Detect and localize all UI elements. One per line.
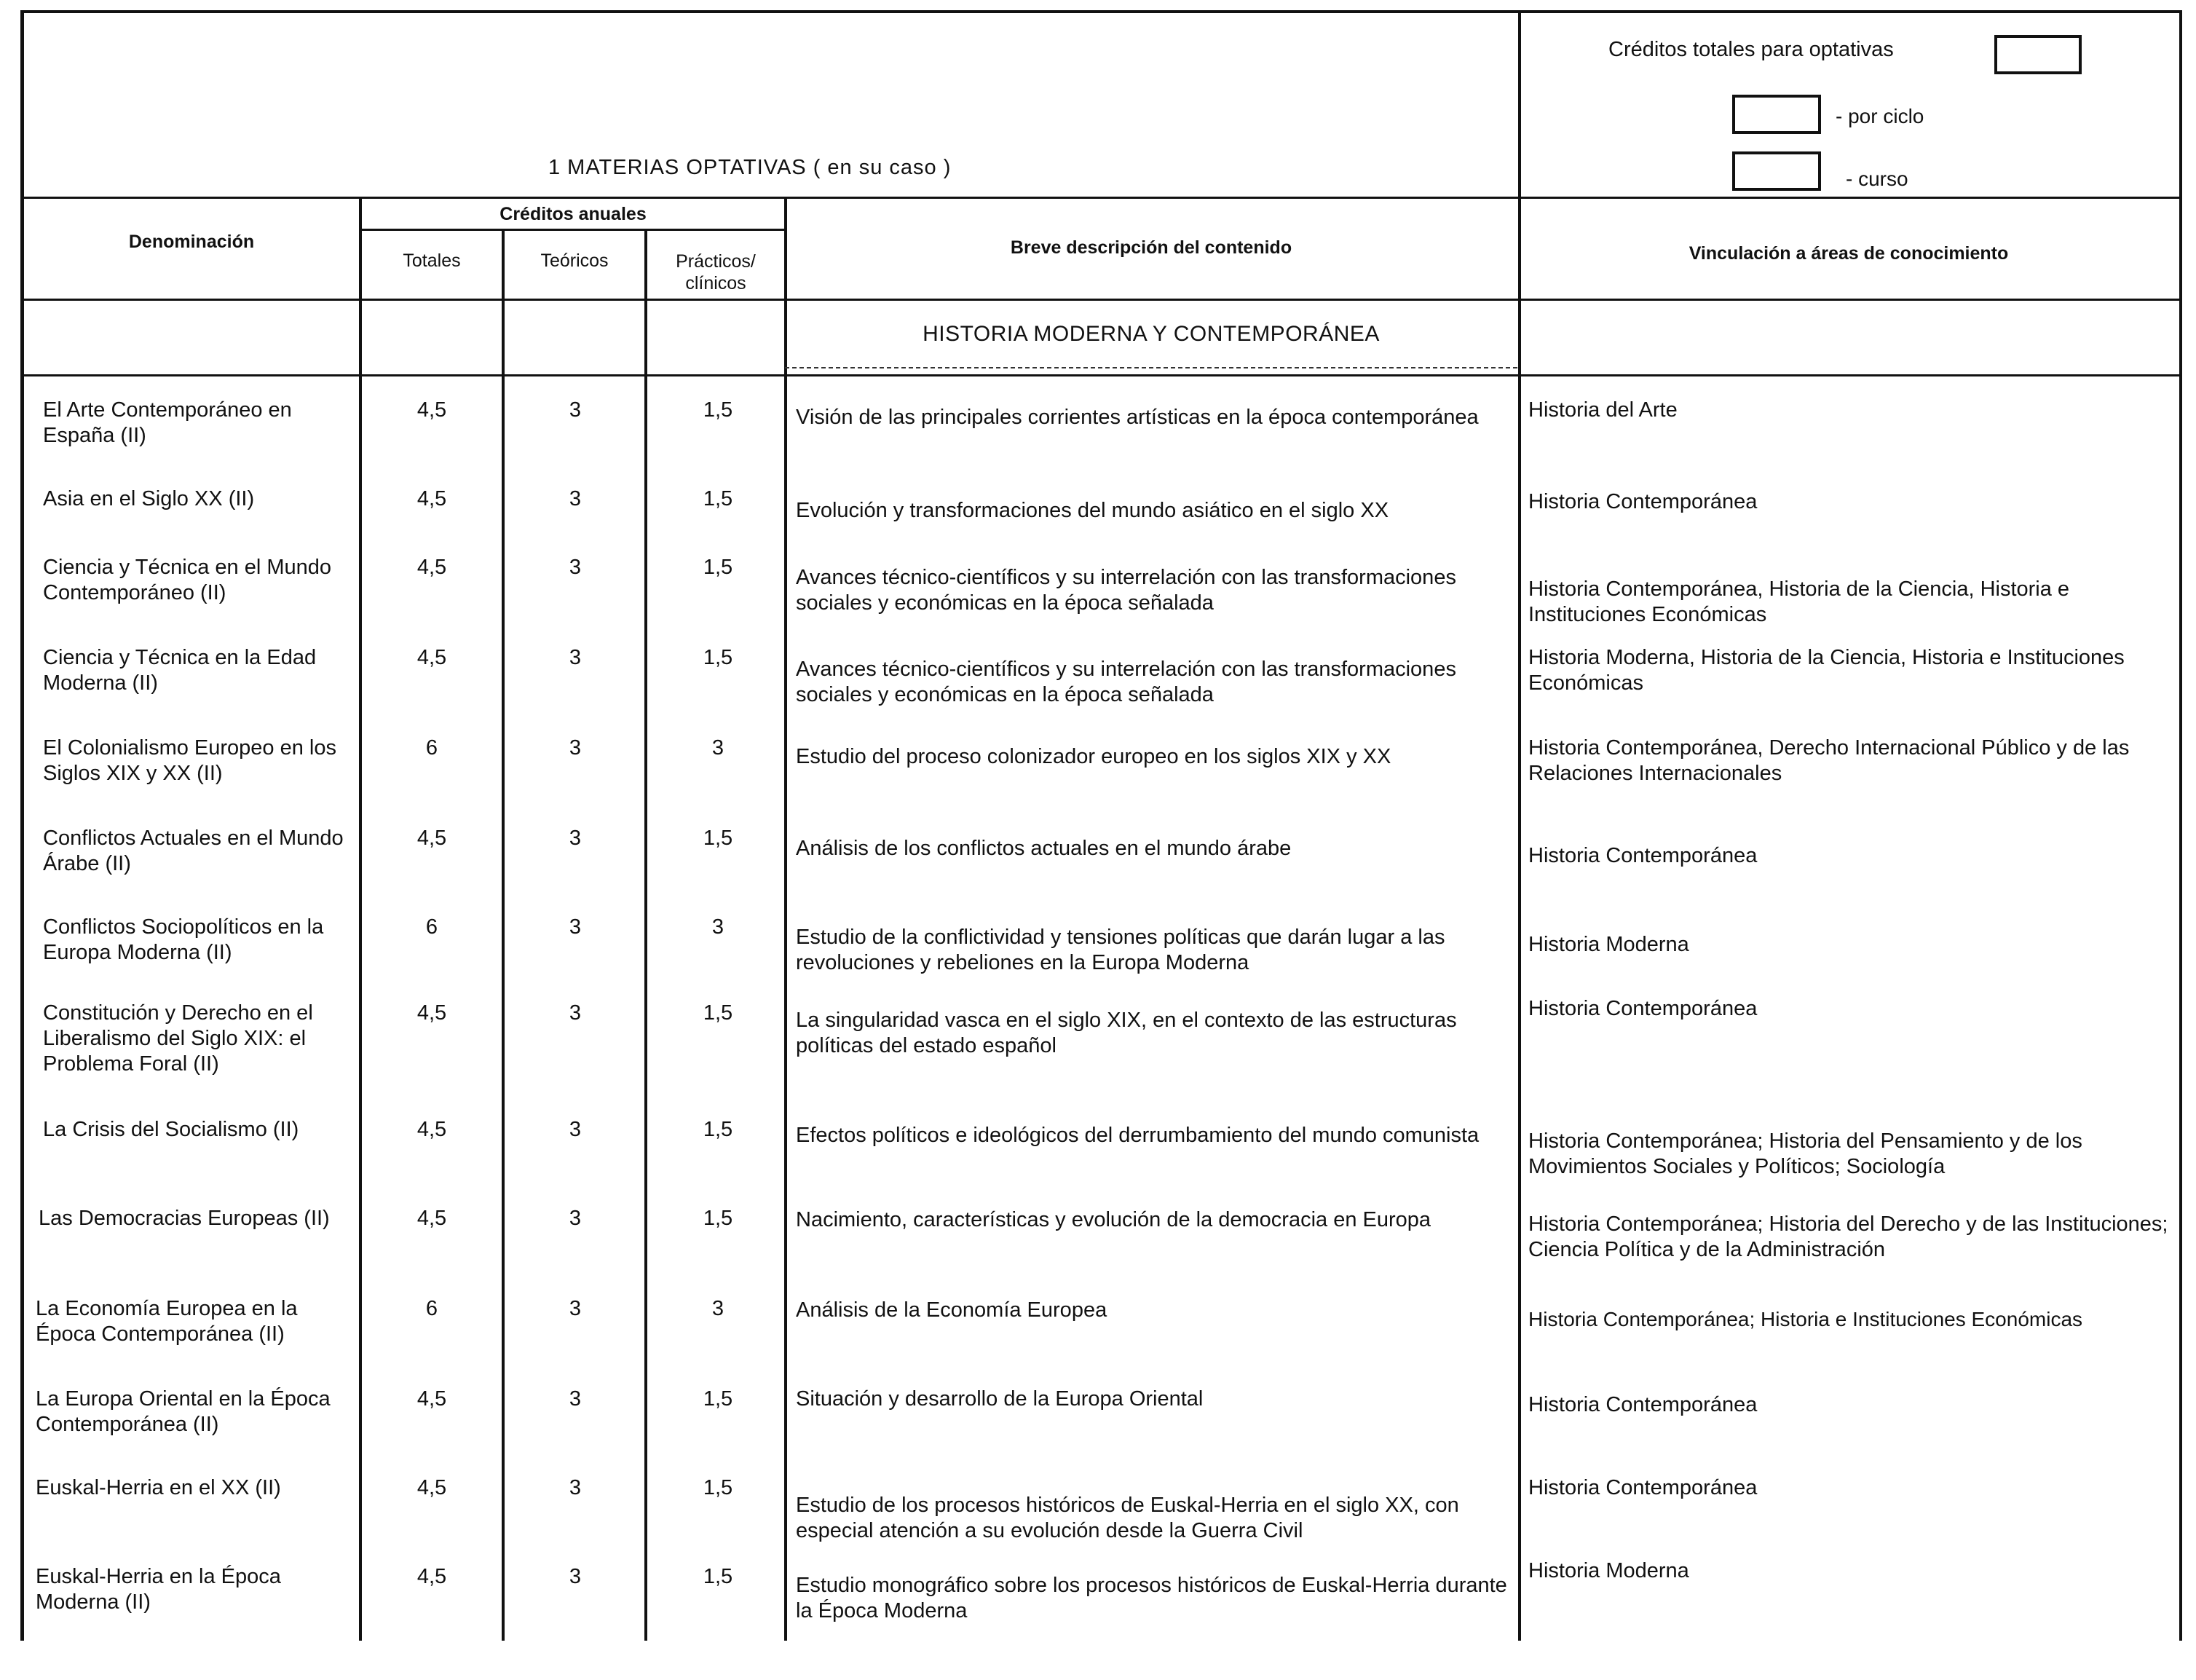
row-area: Historia Moderna [1528, 933, 1689, 956]
row-name: Asia en el Siglo XX (II) [43, 487, 255, 510]
row-teoricos: 3 [569, 1207, 582, 1230]
per-cycle-label: - por ciclo [1836, 105, 1924, 127]
row-descripcion: Estudio de la conflictividad y tensiones políticas que darán lugar a las revoluciones y rebeliones en la Europa Moderna [796, 926, 1445, 974]
header-denominacion: Denominación [128, 232, 255, 252]
row-descripcion: Avances técnico-científicos y su interrelación con las transformaciones sociales y económicas en la época señalada [796, 566, 1456, 615]
row-practicos: 1,5 [703, 1207, 733, 1230]
row-teoricos: 3 [569, 1565, 582, 1588]
row-totales: 6 [425, 915, 438, 939]
row-teoricos: 3 [569, 1297, 582, 1320]
row-name: El Arte Contemporáneo en España (II) [43, 398, 292, 447]
section-title: 1 MATERIAS OPTATIVAS ( en su caso ) [548, 156, 952, 179]
credits-per-course-box [1732, 151, 1821, 191]
row-practicos: 3 [711, 736, 724, 760]
row-totales: 4,5 [416, 1207, 447, 1230]
row-area: Historia Contemporánea [1528, 997, 1758, 1020]
row-practicos: 1,5 [703, 1565, 733, 1588]
row-totales: 4,5 [416, 556, 447, 579]
row-name: La Europa Oriental en la Época Contemporánea (II) [36, 1387, 331, 1436]
creditos-sub-rule [360, 229, 786, 231]
row-area: Historia Contemporánea; Historia del Derecho y de las Instituciones; Ciencia Política y de la Administración [1528, 1212, 2168, 1261]
row-descripcion: Análisis de los conflictos actuales en el mundo árabe [796, 837, 1292, 860]
row-name: El Colonialismo Europeo en los Siglos XIX y XX (II) [43, 736, 336, 785]
row-practicos: 1,5 [703, 487, 733, 510]
header-teoricos: Teóricos [540, 251, 609, 271]
row-totales: 4,5 [416, 827, 447, 850]
row-teoricos: 3 [569, 736, 582, 760]
row-totales: 6 [425, 1297, 438, 1320]
row-totales: 4,5 [416, 1118, 447, 1141]
row-name: Conflictos Sociopolíticos en la Europa Moderna (II) [43, 915, 324, 964]
row-descripcion: Evolución y transformaciones del mundo asiático en el siglo XX [796, 499, 1389, 522]
row-totales: 4,5 [416, 487, 447, 510]
row-teoricos: 3 [569, 1001, 582, 1025]
row-teoricos: 3 [569, 1118, 582, 1141]
row-practicos: 3 [711, 1297, 724, 1320]
row-descripcion: Estudio monográfico sobre los procesos históricos de Euskal-Herria durante la Época Moderna [796, 1574, 1507, 1622]
col-rule-1 [359, 197, 362, 1641]
header-bottom-rule [24, 299, 2179, 301]
row-area: Historia Contemporánea, Derecho Internacional Público y de las Relaciones Internacionales [1528, 736, 2130, 785]
row-name: Ciencia y Técnica en el Mundo Contemporáneo (II) [43, 556, 332, 604]
row-name: Constitución y Derecho en el Liberalismo del Siglo XIX: el Problema Foral (II) [43, 1001, 313, 1076]
row-totales: 6 [425, 736, 438, 760]
row-area: Historia Contemporánea [1528, 844, 1758, 867]
header-practicos: Prácticos/ clínicos [676, 251, 756, 293]
row-practicos: 1,5 [703, 1001, 733, 1025]
row-area: Historia Contemporánea [1528, 1393, 1758, 1416]
row-practicos: 1,5 [703, 646, 733, 669]
row-descripcion: Efectos políticos e ideológicos del derrumbamiento del mundo comunista [796, 1124, 1480, 1147]
row-name: La Crisis del Socialismo (II) [43, 1118, 299, 1141]
row-descripcion: Visión de las principales corrientes artísticas en la época contemporánea [796, 406, 1479, 429]
row-teoricos: 3 [569, 398, 582, 422]
header-totales: Totales [403, 251, 461, 271]
row-name: La Economía Europea en la Época Contemporánea (II) [36, 1297, 298, 1346]
row-totales: 4,5 [416, 1001, 447, 1025]
row-descripcion: Estudio de los procesos históricos de Euskal-Herria en el siglo XX, con especial atención a su evolución desde la Guerra Civil [796, 1494, 1459, 1542]
header-descripcion: Breve descripción del contenido [1010, 237, 1292, 258]
row-practicos: 1,5 [703, 1387, 733, 1411]
row-totales: 4,5 [416, 1565, 447, 1588]
row-area: Historia Contemporánea [1528, 1476, 1758, 1499]
row-teoricos: 3 [569, 1476, 582, 1499]
col-rule-3 [644, 229, 647, 1641]
row-totales: 4,5 [416, 646, 447, 669]
row-descripcion: Avances técnico-científicos y su interrelación con las transformaciones sociales y económicas en la época señalada [796, 658, 1456, 706]
row-practicos: 1,5 [703, 556, 733, 579]
row-descripcion: Nacimiento, características y evolución de la democracia en Europa [796, 1208, 1431, 1231]
row-descripcion: Situación y desarrollo de la Europa Oriental [796, 1387, 1204, 1411]
row-teoricos: 3 [569, 1387, 582, 1411]
credits-per-cycle-box [1732, 95, 1821, 134]
row-area: Historia Contemporánea [1528, 490, 1758, 513]
row-descripcion: La singularidad vasca en el siglo XIX, en el contexto de las estructuras políticas del estado español [796, 1009, 1457, 1057]
row-practicos: 3 [711, 915, 724, 939]
row-totales: 4,5 [416, 1387, 447, 1411]
row-practicos: 1,5 [703, 1118, 733, 1141]
row-practicos: 1,5 [703, 827, 733, 850]
row-name: Ciencia y Técnica en la Edad Moderna (II) [43, 646, 317, 695]
document-sheet [20, 10, 2182, 1641]
row-teoricos: 3 [569, 556, 582, 579]
row-area: Historia Moderna, Historia de la Ciencia, Historia e Instituciones Económicas [1528, 646, 2125, 695]
subject-heading: HISTORIA MODERNA Y CONTEMPORÁNEA [923, 322, 1380, 346]
col-rule-2 [502, 229, 505, 1641]
per-course-label: - curso [1846, 167, 1908, 190]
row-area: Historia Contemporánea; Historia e Instituciones Económicas [1528, 1308, 2083, 1330]
row-practicos: 1,5 [703, 1476, 733, 1499]
header-top-rule [24, 197, 2179, 199]
row-name: Las Democracias Europeas (II) [39, 1207, 330, 1230]
header-vinculacion: Vinculación a áreas de conocimiento [1689, 243, 2009, 264]
row-teoricos: 3 [569, 487, 582, 510]
subject-bottom-rule [24, 374, 2179, 376]
row-name: Euskal-Herria en la Época Moderna (II) [36, 1565, 281, 1614]
row-area: Historia Moderna [1528, 1559, 1689, 1582]
row-area: Historia del Arte [1528, 398, 1678, 422]
row-totales: 4,5 [416, 1476, 447, 1499]
row-name: Conflictos Actuales en el Mundo Árabe (II) [43, 827, 344, 875]
row-area: Historia Contemporánea, Historia de la Ciencia, Historia e Instituciones Económicas [1528, 577, 2070, 626]
credits-panel [1518, 13, 2182, 197]
header-creditos-anuales: Créditos anuales [499, 204, 647, 224]
row-practicos: 1,5 [703, 398, 733, 422]
title-area [24, 13, 1517, 197]
row-name: Euskal-Herria en el XX (II) [36, 1476, 281, 1499]
credits-total-box [1994, 35, 2082, 74]
row-descripcion: Análisis de la Economía Europea [796, 1298, 1107, 1322]
row-area: Historia Contemporánea; Historia del Pensamiento y de los Movimientos Sociales y Políticos; Sociología [1528, 1129, 2082, 1178]
row-teoricos: 3 [569, 827, 582, 850]
row-descripcion: Estudio del proceso colonizador europeo en los siglos XIX y XX [796, 745, 1391, 768]
row-totales: 4,5 [416, 398, 447, 422]
row-teoricos: 3 [569, 646, 582, 669]
row-teoricos: 3 [569, 915, 582, 939]
subject-dashed-rule [785, 367, 1517, 368]
credits-total-label: Créditos totales para optativas [1608, 38, 1894, 61]
col-rule-5 [1518, 197, 1521, 1641]
